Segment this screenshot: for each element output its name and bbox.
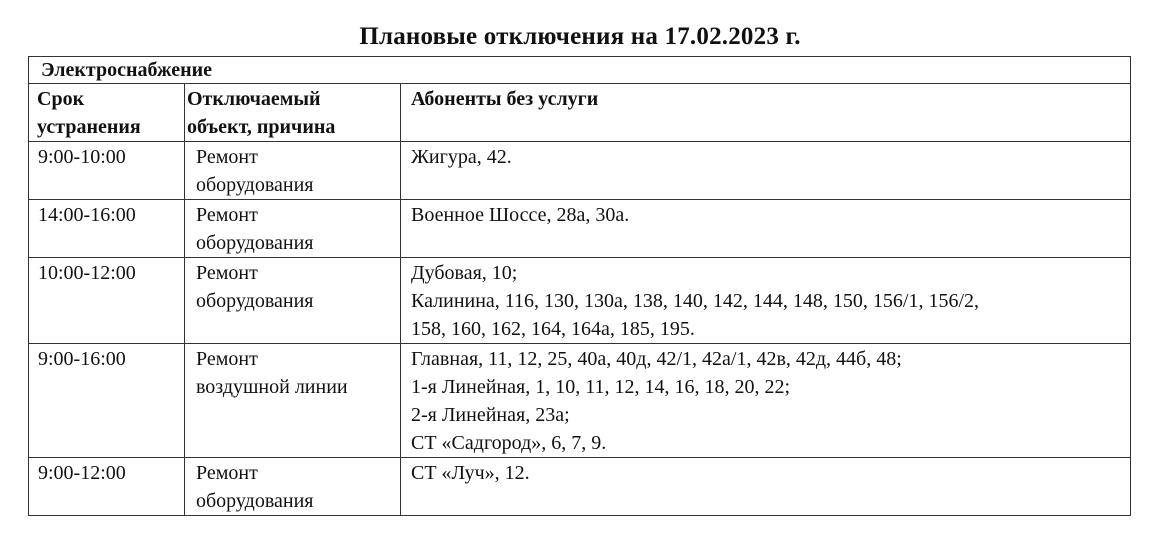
subscriber-line: СТ «Луч», 12. bbox=[411, 462, 530, 484]
reason-line: Ремонт bbox=[196, 462, 258, 484]
reason-line: Ремонт bbox=[196, 204, 258, 226]
outages-table bbox=[28, 56, 1131, 516]
reason-line: оборудования bbox=[196, 232, 314, 254]
subscriber-line: Калинина, 116, 130, 130а, 138, 140, 142, 144, 148, 150, 156/1, 156/2, bbox=[411, 290, 980, 312]
table-row bbox=[29, 344, 1131, 458]
reason-line: оборудования bbox=[196, 290, 314, 312]
subscriber-line: 2-я Линейная, 23а; bbox=[411, 404, 570, 426]
reason-cell bbox=[185, 344, 401, 458]
header-object-reason bbox=[185, 84, 401, 142]
subscriber-line: Главная, 11, 12, 25, 40а, 40д, 42/1, 42а/1, 42в, 42д, 44б, 48; bbox=[411, 348, 902, 370]
subscribers-cell bbox=[401, 142, 1131, 200]
time-cell: 14:00-16:00 bbox=[29, 200, 185, 258]
reason-line: Ремонт bbox=[196, 348, 258, 370]
table-row bbox=[29, 200, 1131, 258]
time-cell: 9:00-16:00 bbox=[29, 344, 185, 458]
reason-cell bbox=[185, 142, 401, 200]
header-deadline bbox=[29, 84, 185, 142]
table-row bbox=[29, 142, 1131, 200]
table-row bbox=[29, 458, 1131, 516]
subscriber-line: Жигура, 42. bbox=[411, 146, 512, 168]
reason-line: оборудования bbox=[196, 490, 314, 512]
header-deadline-line: Срок bbox=[37, 88, 85, 110]
page-title: Плановые отключения на 17.02.2023 г. bbox=[359, 23, 801, 50]
subscriber-line: СТ «Садгород», 6, 7, 9. bbox=[411, 432, 607, 454]
subscribers-cell bbox=[401, 344, 1131, 458]
subscriber-line: Военное Шоссе, 28а, 30а. bbox=[411, 204, 630, 226]
subscribers-cell bbox=[401, 258, 1131, 344]
subscriber-line: Дубовая, 10; bbox=[411, 262, 518, 284]
table-row bbox=[29, 258, 1131, 344]
reason-line: Ремонт bbox=[196, 262, 258, 284]
header-subscribers bbox=[401, 84, 1131, 142]
reason-cell bbox=[185, 258, 401, 344]
subscriber-line: 158, 160, 162, 164, 164а, 185, 195. bbox=[411, 318, 695, 340]
header-row bbox=[29, 84, 1131, 142]
header-deadline-line: устранения bbox=[37, 116, 141, 138]
header-object-line: Отключаемый bbox=[187, 88, 321, 110]
time-cell: 9:00-10:00 bbox=[29, 142, 185, 200]
section-title: Электроснабжение bbox=[29, 57, 1131, 84]
header-object-line: объект, причина bbox=[187, 116, 336, 138]
section-row bbox=[29, 57, 1131, 84]
reason-cell bbox=[185, 200, 401, 258]
time-cell: 9:00-12:00 bbox=[29, 458, 185, 516]
subscribers-cell bbox=[401, 200, 1131, 258]
subscriber-line: 1-я Линейная, 1, 10, 11, 12, 14, 16, 18, 20, 22; bbox=[411, 376, 791, 398]
reason-cell bbox=[185, 458, 401, 516]
time-cell: 10:00-12:00 bbox=[29, 258, 185, 344]
subscribers-cell bbox=[401, 458, 1131, 516]
header-subscribers-line: Абоненты без услуги bbox=[411, 88, 599, 110]
reason-line: воздушной линии bbox=[196, 376, 348, 398]
reason-line: оборудования bbox=[196, 174, 314, 196]
reason-line: Ремонт bbox=[196, 146, 258, 168]
